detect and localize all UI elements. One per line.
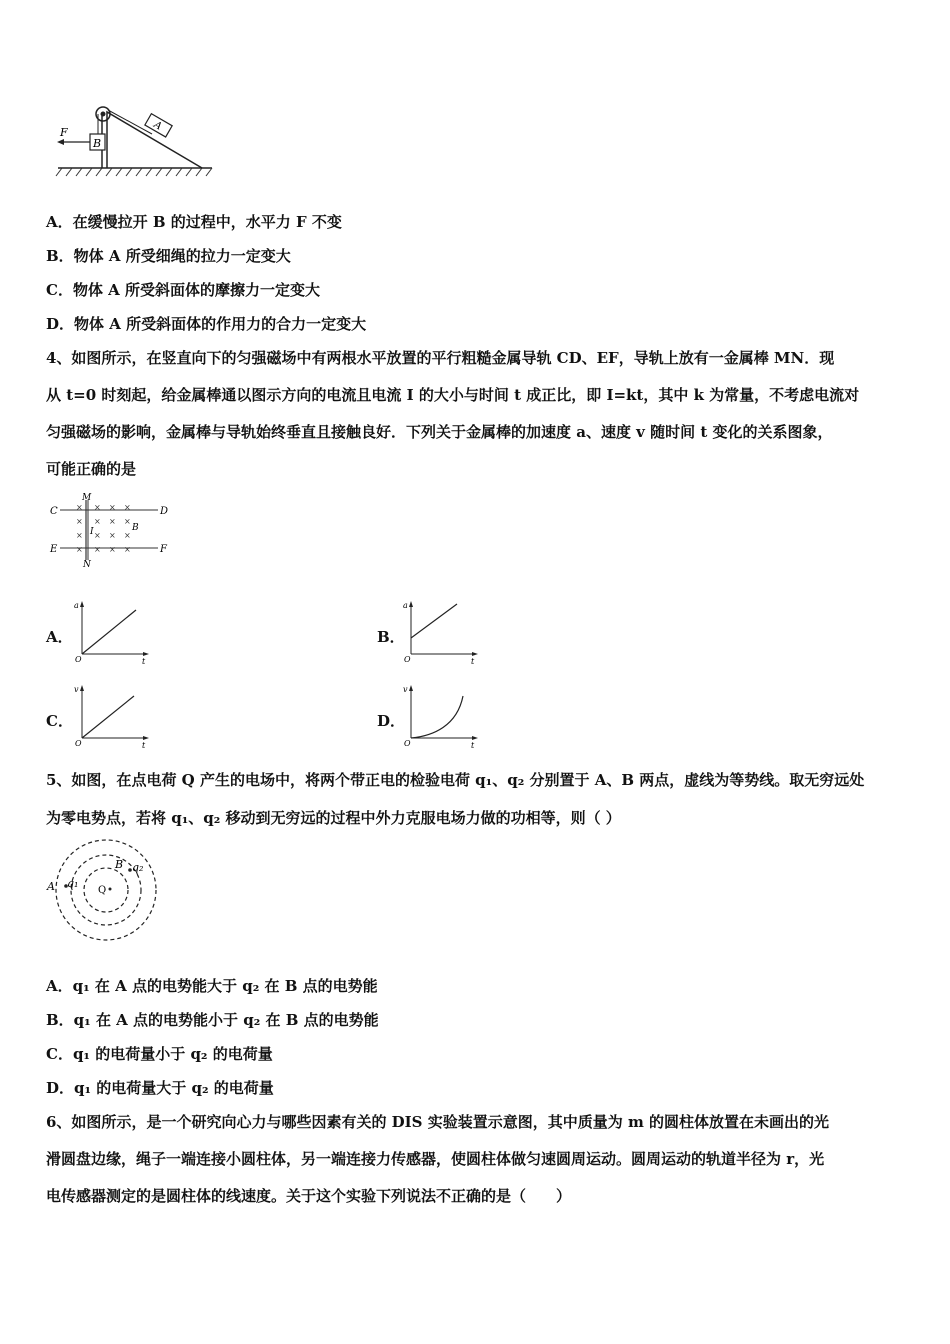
svg-text:v: v xyxy=(74,685,79,694)
svg-text:×: × xyxy=(124,531,131,540)
label-F: F xyxy=(60,126,68,139)
svg-text:F: F xyxy=(160,544,167,555)
q6-line-1: 6、如图所示，是一个研究向心力与哪些因素有关的 DIS 实验装置示意图，其中质量为 m 的圆柱体放置在未画出的光 xyxy=(46,1113,830,1131)
svg-text:O: O xyxy=(404,655,411,664)
svg-text:t: t xyxy=(471,657,475,666)
svg-text:B: B xyxy=(115,858,124,871)
q4-graph-a xyxy=(72,598,152,666)
svg-text:a: a xyxy=(403,601,408,610)
svg-text:t: t xyxy=(142,741,146,750)
svg-text:×: × xyxy=(94,545,101,554)
svg-text:×: × xyxy=(109,531,116,540)
q4-option-d-label: D． xyxy=(377,712,406,730)
svg-text:×: × xyxy=(76,517,83,526)
q4-line-1: 4、如图所示，在竖直向下的匀强磁场中有两根水平放置的平行粗糙金属导轨 CD、EF，导轨上放有一金属棒 MN．现 xyxy=(46,349,835,367)
svg-text:t: t xyxy=(471,741,475,750)
q3-option-b: B．物体 A 所受细绳的拉力一定变大 xyxy=(46,247,291,265)
svg-text:B: B xyxy=(132,523,139,533)
svg-text:×: × xyxy=(76,545,83,554)
q5-line-2: 为零电势点，若将 q₁、q₂ 移动到无穷远的过程中外力克服电场力做的功相等，则（ ） xyxy=(46,809,621,827)
q5-option-a: A．q₁ 在 A 点的电势能大于 q₂ 在 B 点的电势能 xyxy=(46,977,378,995)
svg-text:O: O xyxy=(75,739,82,748)
svg-text:M: M xyxy=(82,493,92,503)
svg-text:N: N xyxy=(83,560,91,568)
svg-text:t: t xyxy=(142,657,146,666)
svg-text:q₂: q₂ xyxy=(132,861,144,874)
q3-option-d: D．物体 A 所受斜面体的作用力的合力一定变大 xyxy=(46,315,367,333)
q4-graph-c xyxy=(72,682,152,750)
q4-graph-d xyxy=(401,682,481,750)
q5-option-b: B．q₁ 在 A 点的电势能小于 q₂ 在 B 点的电势能 xyxy=(46,1011,379,1029)
svg-text:v: v xyxy=(403,685,408,694)
q4-option-b-label: B． xyxy=(377,628,405,646)
q4-option-a-label: A． xyxy=(46,628,73,646)
svg-text:×: × xyxy=(109,517,116,526)
svg-text:q₁: q₁ xyxy=(67,877,79,890)
svg-text:O: O xyxy=(75,655,82,664)
svg-text:×: × xyxy=(109,503,116,512)
svg-text:Q: Q xyxy=(98,885,107,896)
svg-text:×: × xyxy=(76,531,83,540)
equipotential-figure xyxy=(44,838,174,946)
q4-option-c-label: C． xyxy=(46,712,73,730)
svg-text:I: I xyxy=(90,527,94,537)
q3-option-a: A．在缓慢拉开 B 的过程中，水平力 F 不变 xyxy=(46,213,342,231)
svg-text:O: O xyxy=(404,739,411,748)
svg-text:×: × xyxy=(124,517,131,526)
q4-line-2: 从 t=0 时刻起，给金属棒通以图示方向的电流且电流 I 的大小与时间 t 成正比，即 I=kt，其中 k 为常量，不考虑电流对 xyxy=(46,386,860,404)
q4-line-3: 匀强磁场的影响，金属棒与导轨始终垂直且接触良好．下列关于金属棒的加速度 a、速度 v 随时间 t 变化的关系图象， xyxy=(46,423,833,441)
svg-text:C: C xyxy=(50,506,58,517)
label-B: B xyxy=(93,137,102,150)
svg-text:×: × xyxy=(94,531,101,540)
svg-text:×: × xyxy=(94,517,101,526)
q4-graph-b xyxy=(401,598,481,666)
svg-text:×: × xyxy=(124,545,131,554)
pulley-incline-figure xyxy=(52,98,217,180)
q3-option-c: C．物体 A 所受斜面体的摩擦力一定变大 xyxy=(46,281,321,299)
svg-text:a: a xyxy=(74,601,79,610)
svg-text:×: × xyxy=(109,545,116,554)
q5-option-d: D．q₁ 的电荷量大于 q₂ 的电荷量 xyxy=(46,1079,274,1097)
svg-text:×: × xyxy=(124,503,131,512)
q6-line-3: 电传感器测定的是圆柱体的线速度。关于这个实验下列说法不正确的是（ ） xyxy=(46,1187,572,1205)
svg-text:×: × xyxy=(76,503,83,512)
svg-text:D: D xyxy=(160,506,169,517)
svg-text:×: × xyxy=(94,503,101,512)
rails-magnetic-field-figure xyxy=(46,490,176,568)
q6-line-2: 滑圆盘边缘，绳子一端连接小圆柱体，另一端连接力传感器，使圆柱体做匀速圆周运动。圆周运动的轨道半径为 r，光 xyxy=(46,1150,825,1168)
q4-line-4: 可能正确的是 xyxy=(46,460,137,478)
q5-line-1: 5、如图，在点电荷 Q 产生的电场中，将两个带正电的检验电荷 q₁、q₂ 分别置于 A、B 两点，虚线为等势线。取无穷远处 xyxy=(46,771,865,789)
q5-option-c: C．q₁ 的电荷量小于 q₂ 的电荷量 xyxy=(46,1045,273,1063)
svg-text:A: A xyxy=(47,880,55,893)
svg-text:E: E xyxy=(50,544,58,555)
label-A: A xyxy=(151,119,164,133)
